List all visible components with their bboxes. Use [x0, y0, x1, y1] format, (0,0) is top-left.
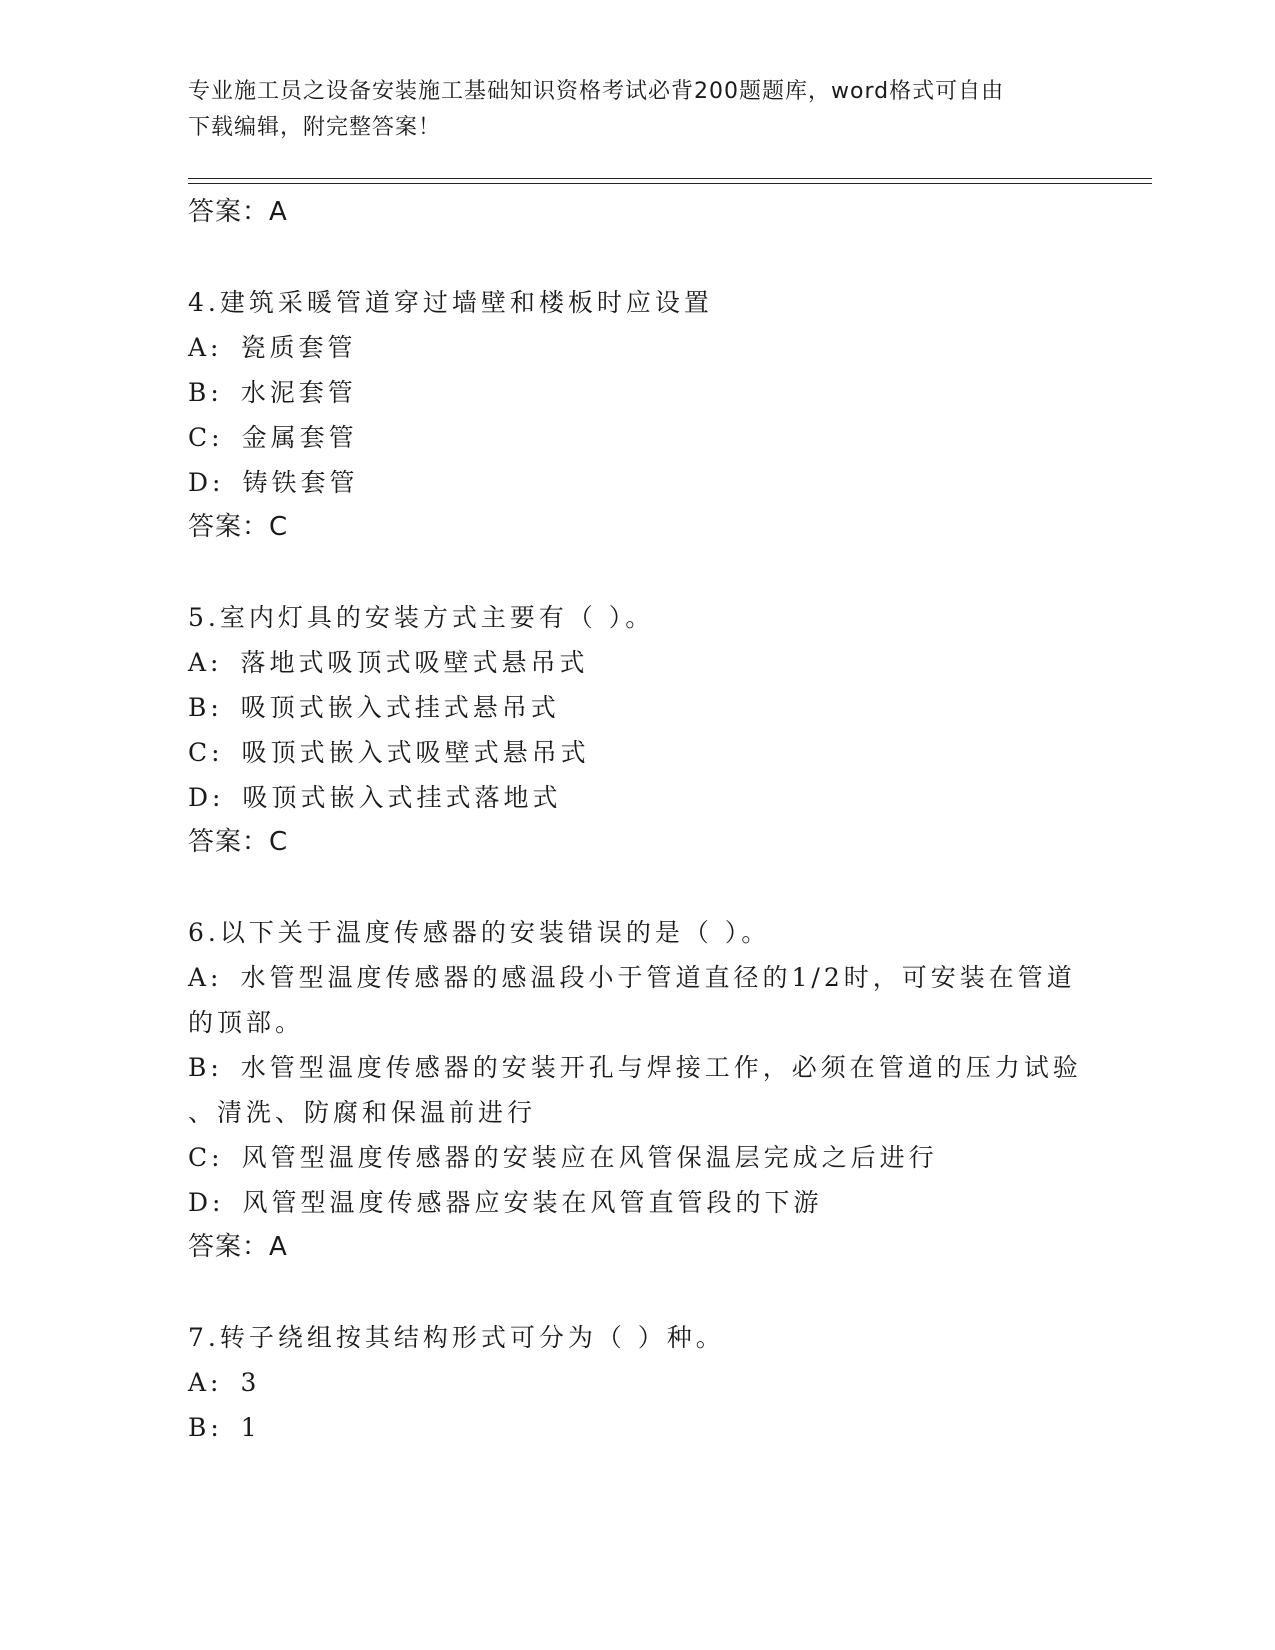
option-letter: C: [188, 423, 224, 452]
option-a [188, 1360, 1088, 1405]
option-text: 水管型温度传感器的安装开孔与焊接工作，必须在管道的压力试验 [240, 1053, 1082, 1082]
question-item [188, 280, 1088, 550]
option-text: 风管型温度传感器的安装应在风管保温层完成之后进行 [241, 1143, 938, 1172]
option-text: 吸顶式嵌入式挂式落地式 [242, 783, 562, 812]
option-text: 1 [240, 1413, 261, 1442]
option-b [188, 1045, 1088, 1090]
option-text: 瓷质套管 [240, 333, 357, 362]
option-letter: A: [188, 1368, 223, 1397]
header-line-1: 专业施工员之设备安装施工基础知识资格考试必背200题题库，word格式可自由 [188, 79, 1005, 104]
option-a-continuation: 的顶部。 [188, 1008, 305, 1037]
header-rule-top [188, 178, 1152, 179]
question-list [188, 190, 1088, 1450]
question-stem: 5.室内灯具的安装方式主要有（ ）。 [188, 603, 655, 632]
option-d [188, 460, 1088, 505]
question-stem: 4.建筑采暖管道穿过墙壁和楼板时应设置 [188, 288, 713, 317]
option-letter: B: [188, 693, 223, 722]
option-letter: B: [188, 378, 223, 407]
option-letter: A: [188, 333, 223, 362]
question-item [188, 910, 1088, 1270]
option-letter: A: [188, 648, 223, 677]
option-a [188, 955, 1088, 1000]
answer-line: 答案：C [188, 827, 289, 857]
option-d [188, 1180, 1088, 1225]
option-text: 金属套管 [241, 423, 358, 452]
option-text: 吸顶式嵌入式吸壁式悬吊式 [241, 738, 590, 767]
question-item [188, 595, 1088, 865]
option-letter: B: [188, 1413, 223, 1442]
option-text: 吸顶式嵌入式挂式悬吊式 [240, 693, 560, 722]
option-a [188, 325, 1088, 370]
option-letter: D: [188, 1188, 225, 1217]
option-letter: D: [188, 468, 225, 497]
option-letter: B: [188, 1053, 223, 1082]
header-line-2: 下载编辑，附完整答案！ [188, 115, 442, 140]
document-header [188, 74, 1088, 146]
option-letter: A: [188, 963, 223, 992]
option-c [188, 415, 1088, 460]
question-item [188, 1315, 1088, 1450]
option-text: 风管型温度传感器应安装在风管直管段的下游 [242, 1188, 823, 1217]
question-stem: 6.以下关于温度传感器的安装错误的是（ ）。 [188, 918, 771, 947]
option-letter: C: [188, 738, 224, 767]
option-b [188, 1405, 1088, 1450]
answer-line: 答案：A [188, 197, 288, 227]
option-letter: C: [188, 1143, 224, 1172]
question-stem: 7.转子绕组按其结构形式可分为（ ）种。 [188, 1323, 725, 1352]
header-rule-bottom [188, 183, 1152, 184]
option-c [188, 1135, 1088, 1180]
option-a [188, 640, 1088, 685]
option-text: 3 [240, 1368, 261, 1397]
option-text: 铸铁套管 [242, 468, 359, 497]
option-d [188, 775, 1088, 820]
option-b [188, 370, 1088, 415]
option-c [188, 730, 1088, 775]
option-b [188, 685, 1088, 730]
option-text: 落地式吸顶式吸壁式悬吊式 [240, 648, 589, 677]
option-text: 水管型温度传感器的感温段小于管道直径的1/2时，可安装在管道 [240, 963, 1076, 992]
option-text: 水泥套管 [240, 378, 357, 407]
option-b-continuation: 、清洗、防腐和保温前进行 [188, 1098, 537, 1127]
answer-line: 答案：C [188, 512, 289, 542]
answer-line: 答案：A [188, 1232, 288, 1262]
option-letter: D: [188, 783, 225, 812]
